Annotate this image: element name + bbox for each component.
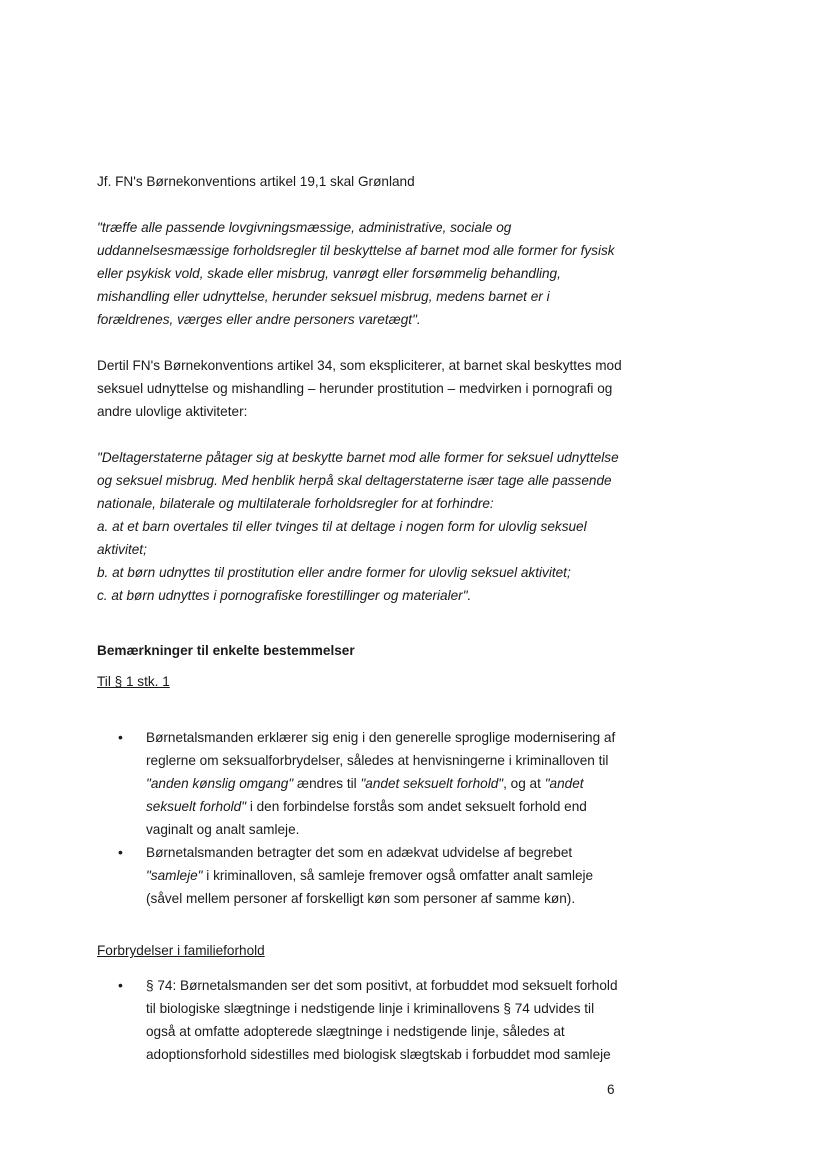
bullet-item (118, 726, 623, 841)
text-span: Børnetalsmanden erklærer sig enig i den generelle sproglige modernisering af reglerne om seksualforbrydelser, således at henvisningerne i kriminalloven til (146, 730, 616, 768)
quote-article-34 (97, 446, 622, 607)
page-number: 6 (607, 1082, 615, 1097)
quote-article-19: "træffe alle passende lovgivningsmæssige, administrative, sociale og uddannelsesmæssige forholdsregler til beskyttelse af barnet mod alle former for fysisk eller psykisk vold, skade eller misbrug, vanrøgt eller forsømmelig behandling, mishandling eller udnyttelse, herunder seksuel misbrug, medens barnet er i forældrenes, værges eller andre personers varetægt". (97, 220, 615, 327)
text-span: , og at (503, 776, 545, 791)
italic-term: "andet seksuelt forhold" (360, 776, 504, 791)
quote-item-b: b. at børn udnyttes til prostitution eller andre former for ulovlig seksuel aktivitet; (97, 565, 571, 580)
italic-term: "anden kønslig omgang" (146, 776, 294, 791)
italic-term: "andet seksuelt forhold" (146, 776, 584, 814)
bullet-item (118, 841, 623, 910)
quote-intro: "Deltagerstaterne påtager sig at beskytte barnet mod alle former for seksuel udnyttelse og seksuel misbrug. Med henblik herpå skal deltagerstaterne især tage alle passende nationale, bilaterale og multilaterale forholdsregler for at forhindre: (97, 450, 619, 511)
bullet-list-paragraph-1 (118, 726, 623, 910)
intro-paragraph: Jf. FN's Børnekonventions artikel 19,1 skal Grønland (97, 174, 415, 189)
text-span: i kriminalloven, så samleje fremover også omfatter analt samleje (såvel mellem personer af forskelligt køn som personer af samme køn). (146, 868, 594, 906)
italic-term: "samleje" (146, 868, 203, 883)
quote-item-a: a. at et barn overtales til eller tvinges til at deltage i nogen form for ulovlig seksuel aktivitet; (97, 519, 587, 557)
text-span: ændres til (293, 776, 361, 791)
quote-item-c: c. at børn udnyttes i pornografiske forestillinger og materialer". (97, 588, 472, 603)
text-span: Børnetalsmanden betragter det som en adækvat udvidelse af begrebet (146, 845, 573, 860)
bullet-item: • § 74: Børnetalsmanden ser det som positivt, at forbuddet mod seksuelt forhold til biologiske slægtninge i nedstigende linje i kriminallovens § 74 udvides til også at omfatte adopterede slægtninge i nedstigende linje, således at adoptionsforhold sidestilles med biologisk slægtskab i forbuddet mod samleje (118, 974, 623, 1066)
subsection-title-family: Forbrydelser i familieforhold (97, 943, 265, 958)
subsection-title-paragraph-1: Til § 1 stk. 1 (97, 674, 170, 689)
section-heading: Bemærkninger til enkelte bestemmelser (97, 643, 355, 658)
article-34-paragraph: Dertil FN's Børnekonventions artikel 34, som ekspliciterer, at barnet skal beskyttes mod seksuel udnyttelse og mishandling – herunder prostitution – medvirken i pornografi og andre ulovlige aktiviteter: (97, 358, 622, 419)
text-span: i den forbindelse forstås som andet seksuelt forhold end vaginalt og analt samleje. (146, 799, 587, 837)
bullet-list-family (118, 974, 623, 1066)
